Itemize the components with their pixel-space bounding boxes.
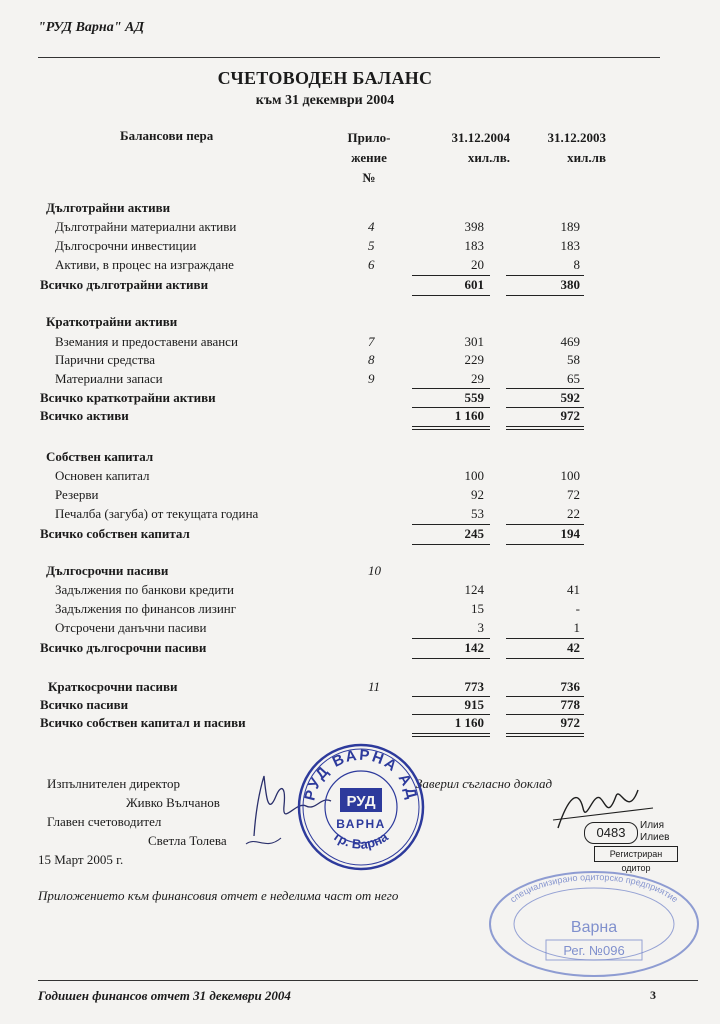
chief-accountant-title: Главен счетоводител [47, 814, 162, 829]
header-2004-date: 31.12.2004 [451, 130, 510, 145]
subtotal-rule [506, 524, 584, 525]
row-label: Всичко дълготрайни активи [40, 277, 209, 292]
auditor-last-name: Илиев [640, 832, 670, 843]
row-value-2003: 72 [567, 487, 580, 502]
row-value-2003: 22 [567, 506, 580, 521]
stamp-bottom-text: гр. Варна [331, 828, 391, 852]
row-value-2003: 183 [560, 238, 580, 253]
table-row [0, 620, 720, 639]
table-row [0, 314, 720, 333]
row-label: Собствен капитал [46, 449, 154, 464]
column-header-2003 [516, 128, 606, 168]
audit-stamp-ring-text: специализирано одиторско предприятие [508, 871, 680, 905]
row-value-2003: 1 [573, 620, 580, 635]
row-label: Вземания и предоставени аванси [55, 334, 238, 349]
row-value-2004: 559 [464, 390, 484, 405]
row-value-2003: 58 [567, 352, 580, 367]
row-value-2004: 20 [471, 257, 484, 272]
audit-stamp-reg: Рег. №096 [563, 943, 625, 958]
table-row [0, 371, 720, 390]
row-note: 11 [368, 679, 381, 694]
column-header-items: Балансови пера [120, 128, 214, 143]
row-label: Всичко собствен капитал и пасиви [40, 715, 246, 730]
row-label: Парични средства [55, 352, 155, 367]
table-row [0, 408, 720, 427]
row-label: Материални запаси [55, 371, 163, 386]
double-rule [506, 426, 584, 427]
header-2004-unit: хил.лв. [467, 150, 510, 165]
row-label: Дългосрочни пасиви [46, 563, 169, 578]
row-value-2004: 245 [464, 526, 484, 541]
total-rule [412, 658, 490, 659]
audit-firm-stamp [484, 868, 704, 980]
total-rule [506, 544, 584, 545]
subtotal-rule [506, 388, 584, 389]
chief-accountant-name: Светла Толева [148, 833, 227, 848]
row-label: Всичко активи [40, 408, 129, 423]
table-row [0, 468, 720, 487]
row-value-2004: 601 [464, 277, 484, 292]
footer-text: Годишен финансов отчет 31 декември 2004 [38, 988, 291, 1003]
appendix-note: Приложението към финансовия отчет е неделима част от него [38, 888, 399, 903]
row-note: 7 [368, 334, 375, 349]
company-header: "РУД Варна" АД [38, 20, 145, 35]
subtotal-rule [506, 275, 584, 276]
row-value-2003: 592 [560, 390, 580, 405]
table-row [0, 219, 720, 238]
row-value-2003: 778 [560, 697, 580, 712]
row-note: 8 [368, 352, 375, 367]
row-value-2004: 229 [464, 352, 484, 367]
auditor-name [640, 820, 669, 844]
table-row [0, 601, 720, 620]
row-value-2004: 142 [464, 640, 484, 655]
table-row [0, 257, 720, 276]
row-value-2003: 736 [560, 679, 580, 694]
row-label: Всичко краткотрайни активи [40, 390, 216, 405]
double-rule [412, 736, 490, 737]
double-rule [506, 429, 584, 430]
row-value-2004: 3 [477, 620, 484, 635]
row-value-2004: 124 [464, 582, 484, 597]
table-row [0, 487, 720, 506]
row-note: 9 [368, 371, 375, 386]
row-value-2004: 92 [471, 487, 484, 502]
table-row [0, 563, 720, 582]
row-value-2004: 29 [471, 371, 484, 386]
row-value-2004: 100 [464, 468, 484, 483]
row-value-2003: 8 [573, 257, 580, 272]
note-header-line-3: № [362, 170, 376, 185]
table-row [0, 200, 720, 219]
table-row [0, 277, 720, 296]
row-label: Отсрочени данъчни пасиви [55, 620, 207, 635]
table-row [0, 715, 720, 734]
row-value-2003: 469 [560, 334, 580, 349]
double-rule [412, 426, 490, 427]
row-value-2004: 15 [471, 601, 484, 616]
column-header-note [333, 128, 405, 188]
registered-auditor-label: Регистриран одитор [594, 846, 678, 862]
row-value-2003: 100 [560, 468, 580, 483]
total-rule [506, 658, 584, 659]
subtotal-rule [506, 638, 584, 639]
table-row [0, 238, 720, 257]
double-rule [412, 429, 490, 430]
footer-divider [38, 980, 698, 981]
row-label: Краткосрочни пасиви [48, 679, 178, 694]
stamp-logo-text: РУД [346, 793, 376, 810]
total-rule [412, 544, 490, 545]
table-row [0, 506, 720, 525]
row-value-2003: 189 [560, 219, 580, 234]
document-subtitle: към 31 декември 2004 [255, 93, 395, 108]
row-value-2003: 194 [560, 526, 580, 541]
page-number: 3 [650, 988, 656, 1002]
row-label: Дългосрочни инвестиции [55, 238, 197, 253]
subtotal-rule [412, 388, 490, 389]
double-rule [506, 733, 584, 734]
row-value-2003: 41 [567, 582, 580, 597]
row-value-2004: 301 [464, 334, 484, 349]
total-rule [506, 295, 584, 296]
table-row [0, 679, 720, 698]
row-label: Резерви [55, 487, 99, 502]
row-label: Всичко собствен капитал [40, 526, 190, 541]
stamp-middle-text: ВАРНА [336, 817, 386, 831]
row-label: Задължения по банкови кредити [55, 582, 235, 597]
row-label: Печалба (загуба) от текущата година [55, 506, 259, 521]
exec-director-title: Изпълнителен директор [47, 776, 181, 791]
company-stamp [296, 742, 426, 872]
row-label: Всичко пасиви [40, 697, 129, 712]
exec-director-name: Живко Вълчанов [126, 795, 220, 810]
table-row [0, 582, 720, 601]
header-2003-unit: хил.лв [567, 150, 606, 165]
note-header-line-1: Прило- [347, 130, 391, 145]
row-value-2004: 915 [464, 697, 484, 712]
table-row [0, 334, 720, 353]
row-value-2004: 53 [471, 506, 484, 521]
table-row [0, 390, 720, 409]
row-value-2004: 1 160 [454, 408, 484, 423]
subtotal-rule [412, 638, 490, 639]
row-note: 6 [368, 257, 375, 272]
row-label: Задължения по финансов лизинг [55, 601, 237, 616]
row-label: Основен капитал [55, 468, 150, 483]
row-value-2003: - [575, 601, 580, 616]
row-label: Дълготрайни активи [46, 200, 171, 215]
row-value-2003: 380 [560, 277, 580, 292]
row-label: Активи, в процес на изграждане [55, 257, 234, 272]
row-note: 5 [368, 238, 375, 253]
table-row [0, 449, 720, 468]
row-value-2003: 972 [560, 408, 580, 423]
column-header-2004 [412, 128, 510, 168]
subtotal-rule [412, 275, 490, 276]
svg-text:гр. Варна [331, 829, 391, 852]
table-row [0, 640, 720, 659]
row-note: 4 [368, 219, 375, 234]
row-value-2003: 972 [560, 715, 580, 730]
table-row [0, 352, 720, 371]
table-row [0, 697, 720, 716]
header-divider [38, 57, 660, 58]
auditor-statement: Заверил съгласно доклад [416, 776, 553, 791]
auditor-first-name: Илия [640, 820, 665, 831]
auditor-number-badge: 0483 [584, 822, 638, 844]
row-value-2004: 1 160 [454, 715, 484, 730]
total-rule [412, 295, 490, 296]
table-row [0, 526, 720, 545]
row-value-2004: 773 [464, 679, 484, 694]
row-label: Краткотрайни активи [46, 314, 178, 329]
row-note: 10 [368, 563, 381, 578]
row-label: Дълготрайни материални активи [55, 219, 237, 234]
signing-date: 15 Март 2005 г. [38, 852, 124, 867]
subtotal-rule [412, 524, 490, 525]
row-label: Всичко дългосрочни пасиви [40, 640, 207, 655]
row-value-2003: 42 [567, 640, 580, 655]
header-2003-date: 31.12.2003 [547, 130, 606, 145]
note-header-line-2: жение [351, 150, 387, 165]
audit-stamp-city: Варна [570, 919, 618, 936]
double-rule [412, 733, 490, 734]
row-value-2004: 183 [464, 238, 484, 253]
stamp-top-text: РУД ВАРНА АД [301, 746, 421, 803]
double-rule [506, 736, 584, 737]
row-value-2003: 65 [567, 371, 580, 386]
row-value-2004: 398 [464, 219, 484, 234]
document-title: СЧЕТОВОДЕН БАЛАНС [217, 68, 433, 88]
